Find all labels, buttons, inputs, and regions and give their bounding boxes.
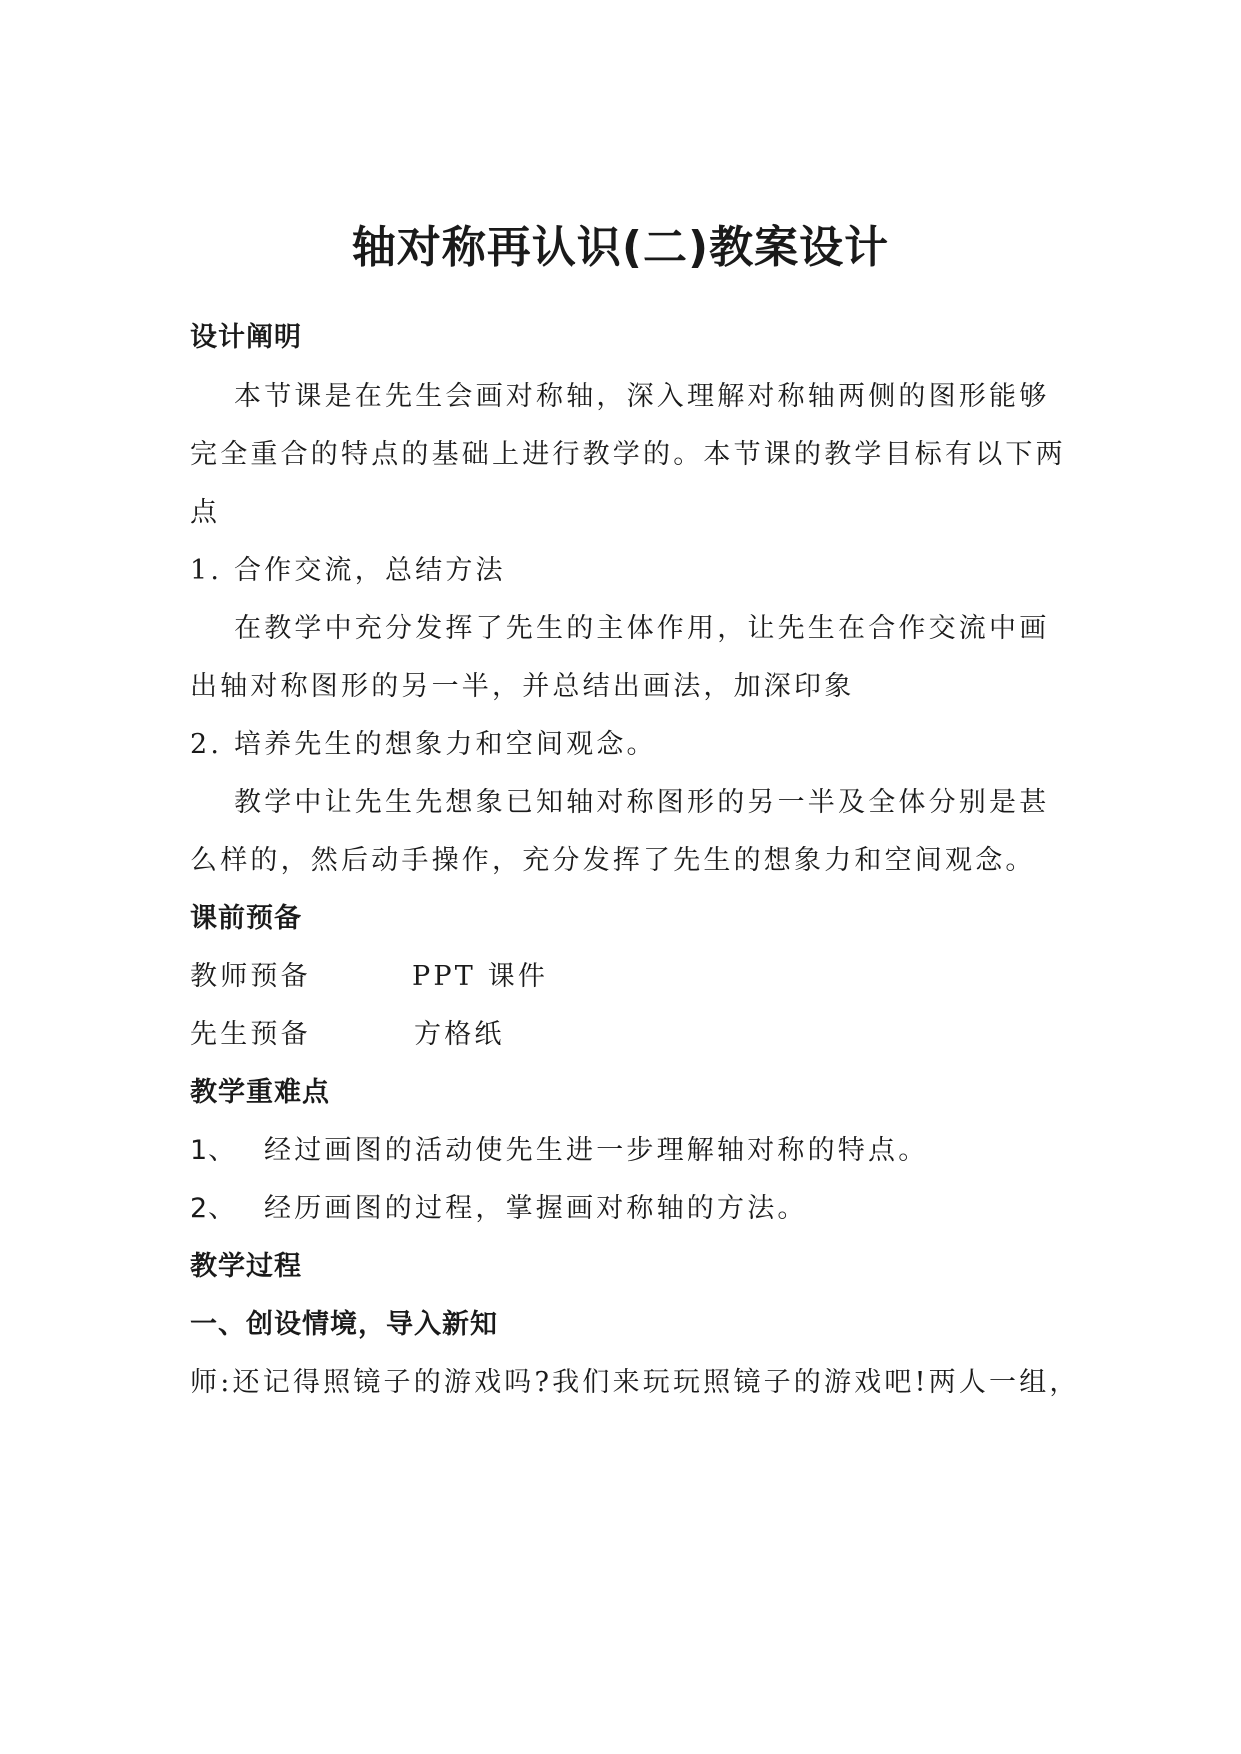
paragraph-line: 点 <box>190 497 221 528</box>
paragraph-line: 出轴对称图形的另一半，并总结出画法，加深印象 <box>190 671 855 702</box>
key-point-text: 经历画图的过程，掌握画对称轴的方法。 <box>264 1193 808 1224</box>
key-point-number: 2、 <box>190 1193 237 1224</box>
section-heading-prep: 课前预备 <box>190 903 302 934</box>
document-title: 轴对称再认识(二)教案设计 <box>351 222 890 273</box>
paragraph-line: 么样的，然后动手操作，充分发挥了先生的想象力和空间观念。 <box>190 845 1036 876</box>
prep-label: 教师预备 <box>190 961 311 992</box>
section-heading-key-points: 教学重难点 <box>190 1077 330 1108</box>
section-heading-design: 设计阐明 <box>190 322 302 353</box>
step-1-heading: 一、创设情境，导入新知 <box>190 1309 498 1340</box>
section-heading-process: 教学过程 <box>190 1251 302 1282</box>
key-point-item <box>190 1131 1070 1171</box>
goal-2-title: 2. 培养先生的想象力和空间观念。 <box>190 729 657 760</box>
key-point-item <box>190 1189 1070 1229</box>
key-point-number: 1、 <box>190 1135 237 1166</box>
paragraph-line: 完全重合的特点的基础上进行教学的。本节课的教学目标有以下两 <box>190 439 1066 470</box>
paragraph-line: 本节课是在先生会画对称轴，深入理解对称轴两侧的图形能够 <box>234 381 1050 412</box>
goal-1-title: 1. 合作交流，总结方法 <box>190 555 506 586</box>
key-point-text: 经过画图的活动使先生进一步理解轴对称的特点。 <box>264 1135 929 1166</box>
paragraph-line: 教学中让先生先想象已知轴对称图形的另一半及全体分别是甚 <box>234 787 1050 818</box>
prep-row-student <box>190 1015 1070 1055</box>
prep-row-teacher <box>190 957 1070 997</box>
paragraph-line: 师:还记得照镜子的游戏吗?我们来玩玩照镜子的游戏吧!两人一组， <box>190 1367 1080 1398</box>
prep-label: 先生预备 <box>190 1019 311 1050</box>
prep-value: 方格纸 <box>414 1019 505 1050</box>
paragraph-line: 在教学中充分发挥了先生的主体作用，让先生在合作交流中画 <box>234 613 1050 644</box>
prep-value: PPT 课件 <box>412 961 549 992</box>
